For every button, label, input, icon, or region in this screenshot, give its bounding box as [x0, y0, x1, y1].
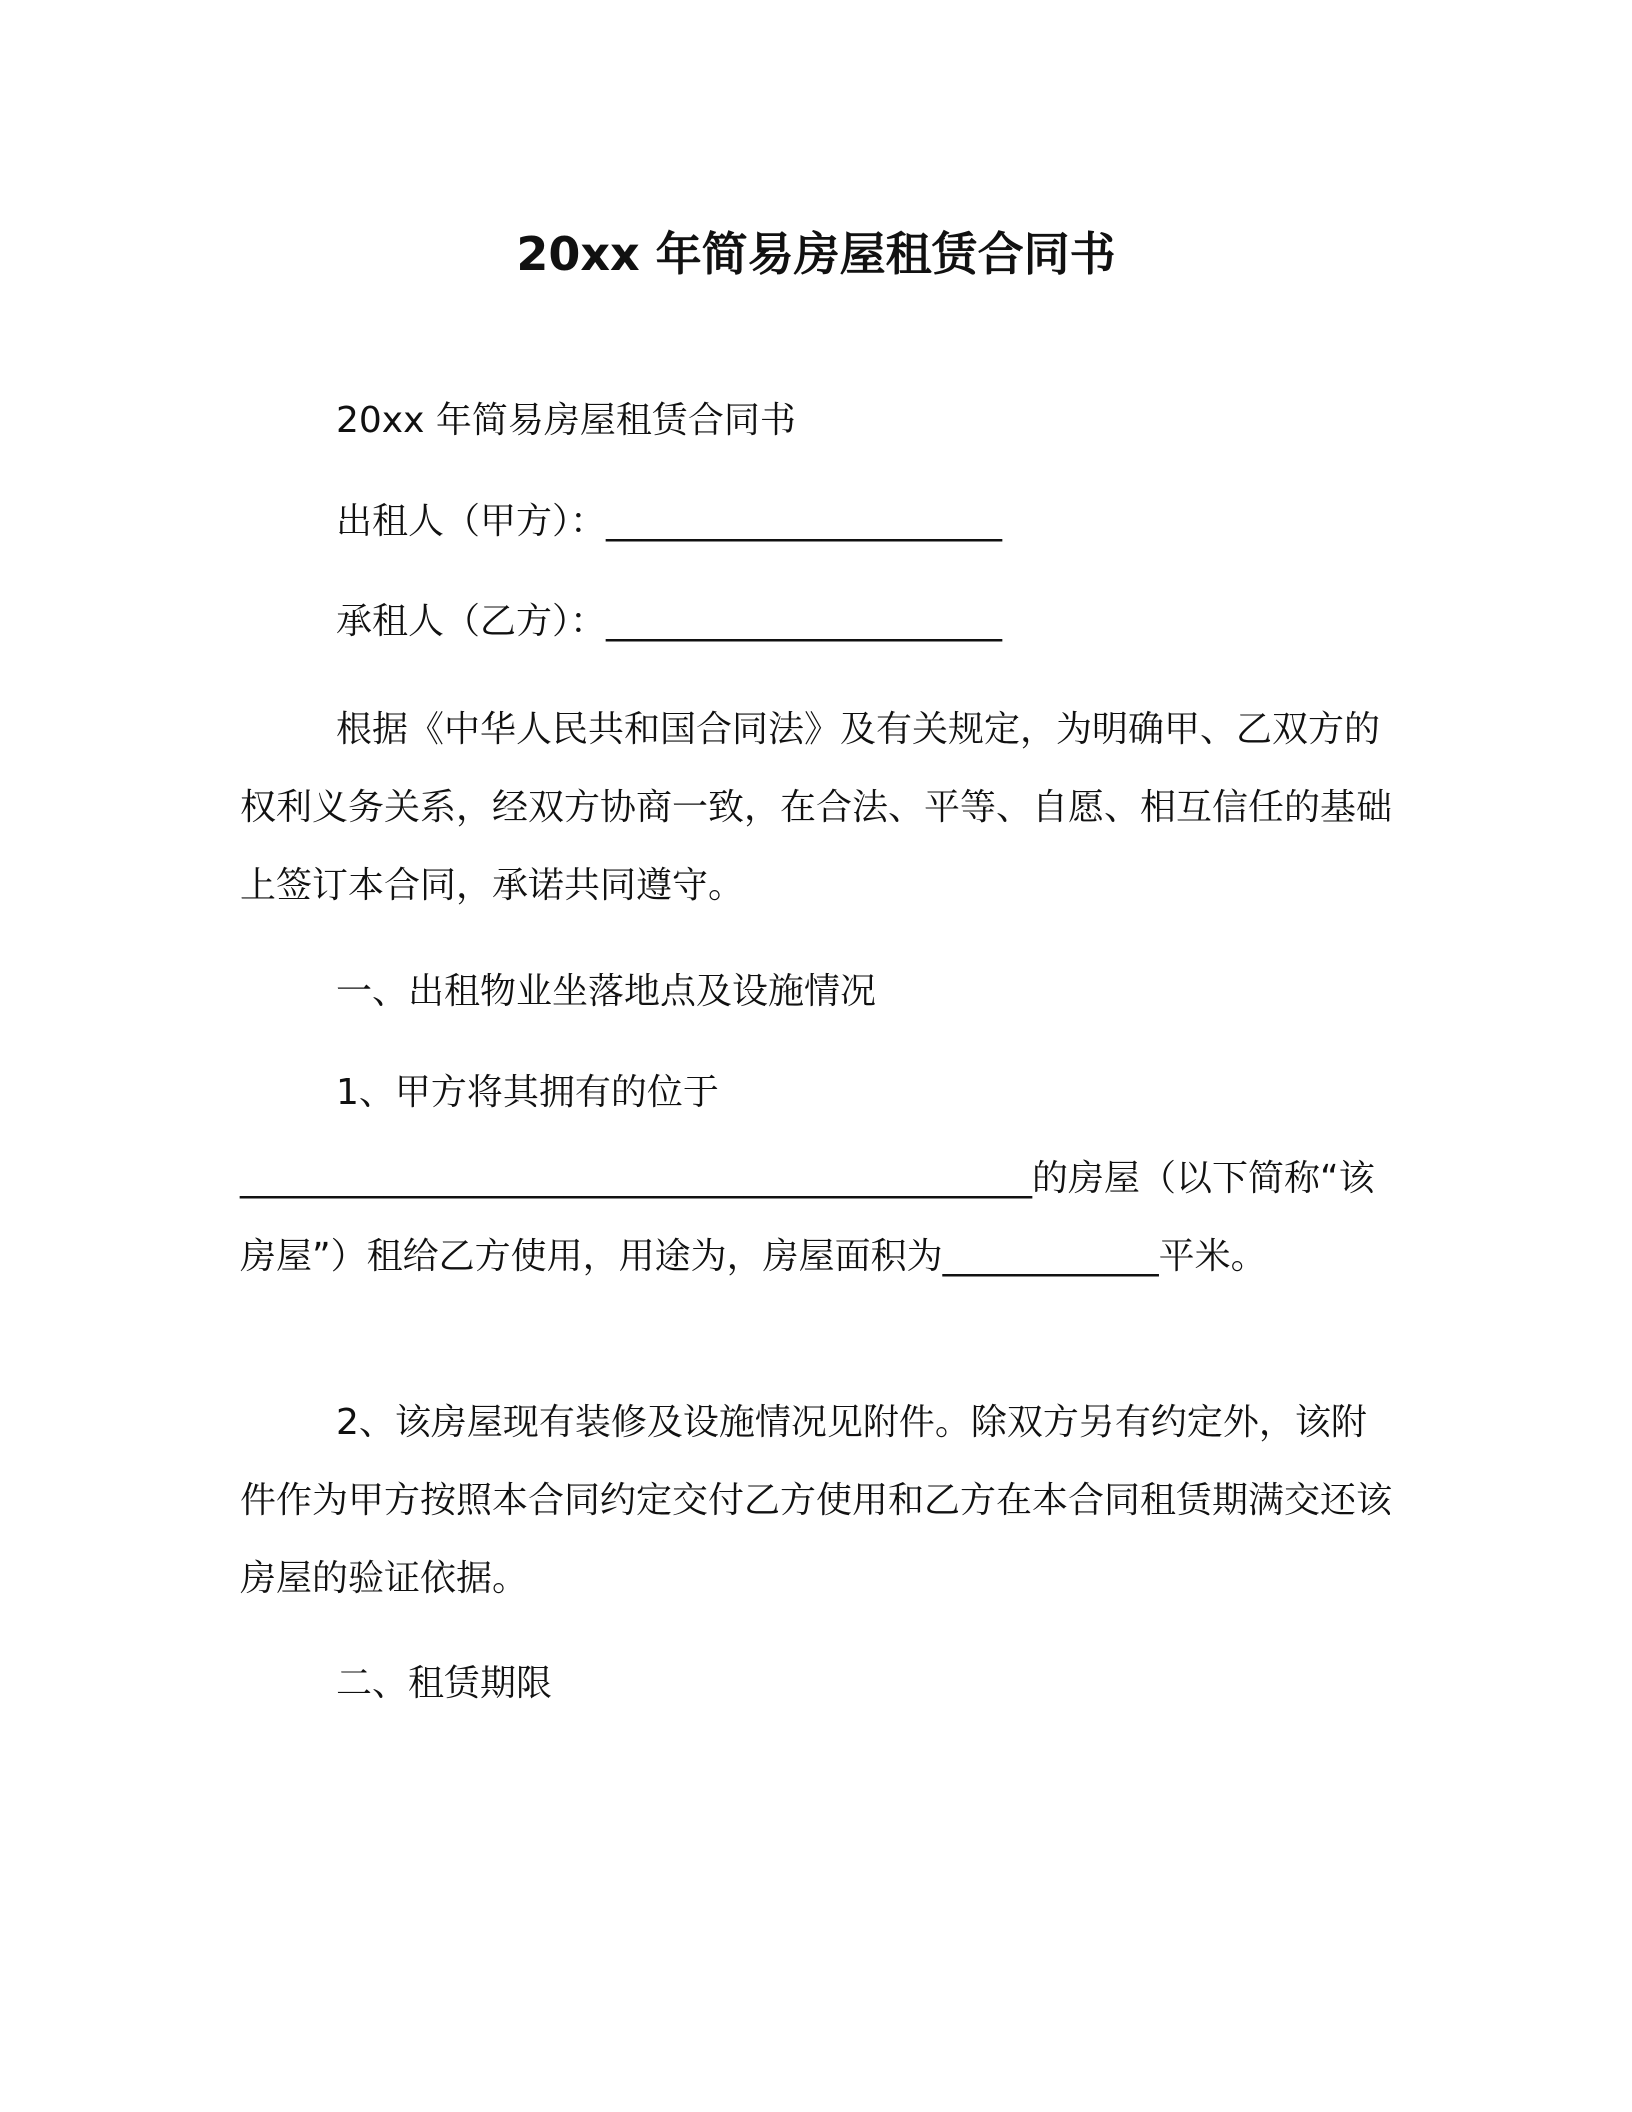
lessee-blank: ______________________ — [606, 601, 1003, 642]
clause-1-unit: 平米。 — [1158, 1236, 1267, 1277]
area-blank: ____________ — [942, 1236, 1159, 1277]
clause-1-body — [240, 1140, 1400, 1296]
lessor-blank: ______________________ — [606, 501, 1003, 542]
lessor-line — [240, 483, 1400, 561]
lessor-label: 出租人（甲方）： — [336, 501, 607, 542]
address-blank: ____________________________________________ — [240, 1158, 1032, 1199]
clause-1-lead: 1、甲方将其拥有的位于 — [336, 1072, 719, 1113]
lessee-label: 承租人（乙方）： — [336, 601, 607, 642]
section-1-heading: 一、出租物业坐落地点及设施情况 — [336, 971, 877, 1012]
preamble-paragraph: 根据《中华人民共和国合同法》及有关规定，为明确甲、乙双方的权利义务关系，经双方协商一致，在合法、平等、自愿、相互信任的基础上签订本合同，承诺共同遵守。 — [240, 709, 1393, 906]
clause-1-text: 的房屋（以下简称“该房屋”）租给乙方使用，用途为，房屋面积为 — [240, 1158, 1375, 1277]
document-title: 20xx 年简易房屋租赁合同书 — [516, 227, 1116, 281]
clause-2-paragraph: 2、该房屋现有装修及设施情况见附件。除双方另有约定外，该附件作为甲方按照本合同约定交付乙方使用和乙方在本合同租赁期满交还该房屋的验证依据。 — [240, 1402, 1393, 1599]
section-2-heading: 二、租赁期限 — [336, 1663, 553, 1704]
lessee-line — [240, 583, 1400, 661]
document-subtitle: 20xx 年简易房屋租赁合同书 — [336, 400, 796, 441]
